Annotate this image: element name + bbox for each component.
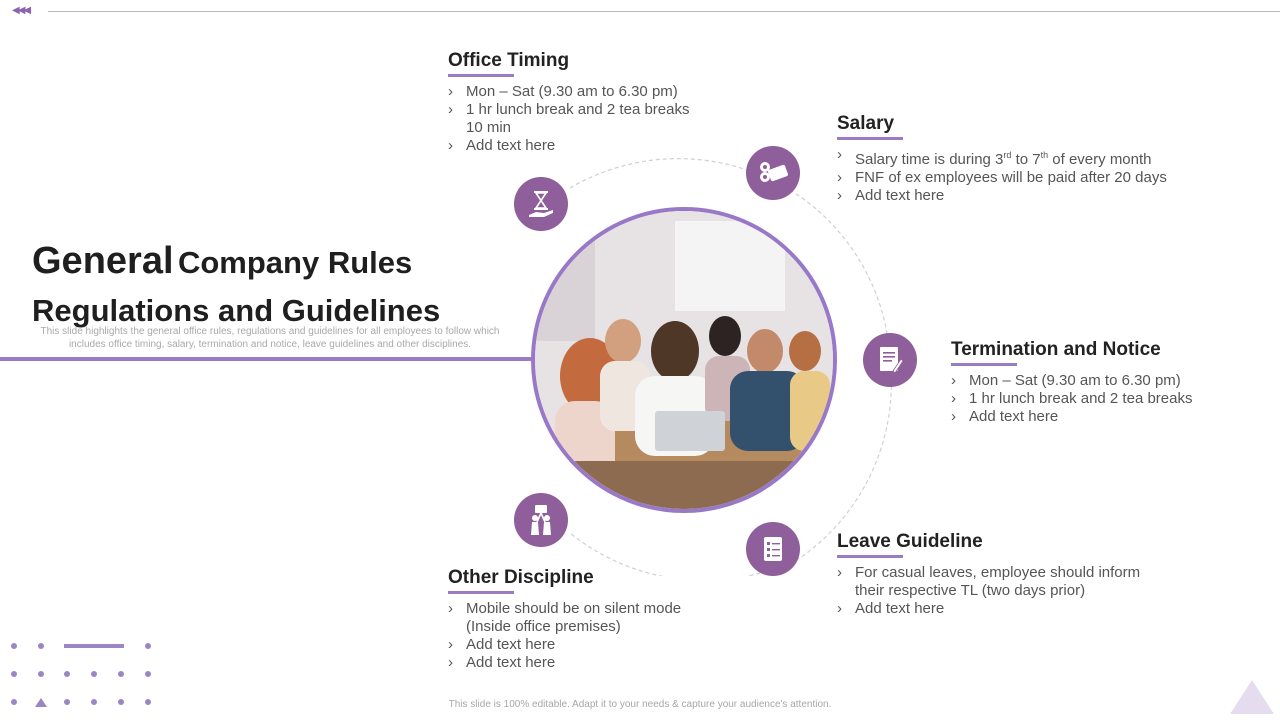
section-title: Other Discipline bbox=[448, 567, 594, 588]
list-item: › Salary time is during 3rd to 7th of every month bbox=[837, 146, 1187, 169]
title-word-company-rules: Company Rules bbox=[177, 245, 413, 280]
section-other-discipline bbox=[448, 567, 708, 672]
team-photo bbox=[531, 207, 837, 513]
section-underline bbox=[837, 137, 903, 140]
section-title: Leave Guideline bbox=[837, 531, 983, 552]
section-termination bbox=[951, 339, 1251, 426]
list-item: › Add text here bbox=[448, 137, 708, 155]
people-icon bbox=[514, 493, 568, 547]
list-item: › Mon – Sat (9.30 am to 6.30 pm) bbox=[448, 83, 708, 101]
section-title: Termination and Notice bbox=[951, 339, 1161, 360]
section-leave-guideline bbox=[837, 531, 1157, 618]
section-underline bbox=[448, 591, 514, 594]
title-word-general: General bbox=[32, 240, 174, 282]
document-icon bbox=[863, 333, 917, 387]
accent-line bbox=[0, 357, 534, 361]
section-title: Salary bbox=[837, 113, 895, 134]
list-item: › Add text here bbox=[837, 600, 1157, 618]
slide-subtitle: This slide highlights the general office rules, regulations and guidelines for all employees to follow which includes office timing, salary, termination and notice, leave guidelines and other disciplines. bbox=[40, 326, 500, 350]
list-item: › Mon – Sat (9.30 am to 6.30 pm) bbox=[951, 372, 1251, 390]
list-item: › For casual leaves, employee should inform their respective TL (two days prior) bbox=[837, 564, 1157, 600]
list-item: › 1 hr lunch break and 2 tea breaks 10 min bbox=[448, 101, 708, 137]
section-office-timing bbox=[448, 50, 708, 155]
hourglass-hand-icon bbox=[514, 177, 568, 231]
checklist-icon bbox=[746, 522, 800, 576]
money-icon bbox=[746, 146, 800, 200]
list-item: › Add text here bbox=[448, 636, 708, 654]
title-line-2: Regulations and Guidelines bbox=[32, 293, 441, 328]
section-underline bbox=[837, 555, 903, 558]
footer-note: This slide is 100% editable. Adapt it to your needs & capture your audience's attention. bbox=[448, 699, 832, 710]
section-underline bbox=[951, 363, 1017, 366]
list-item: › Add text here bbox=[837, 187, 1187, 205]
list-item: › Add text here bbox=[951, 408, 1251, 426]
section-salary bbox=[837, 113, 1187, 205]
nav-arrows: ◀◀◀ bbox=[12, 5, 30, 16]
list-item: › Add text here bbox=[448, 654, 708, 672]
list-item: › Mobile should be on silent mode (Inside office premises) bbox=[448, 600, 708, 636]
section-title: Office Timing bbox=[448, 50, 570, 71]
section-underline bbox=[448, 74, 514, 77]
list-item: › FNF of ex employees will be paid after 20 days bbox=[837, 169, 1187, 187]
top-divider bbox=[48, 11, 1280, 12]
list-item: › 1 hr lunch break and 2 tea breaks bbox=[951, 390, 1251, 408]
slide-title bbox=[32, 240, 512, 332]
